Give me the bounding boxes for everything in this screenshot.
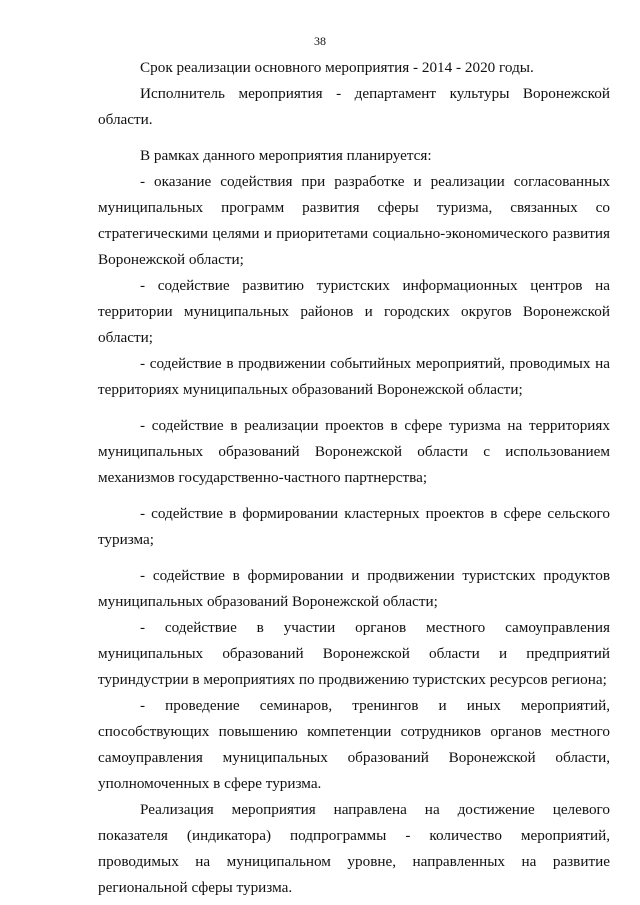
list-item-event-promotion: - содействие в продвижении событийных мероприятий, проводимых на территориях муниципальных образований Воронежской области; xyxy=(98,355,610,398)
list-item-tourist-info-centers: - содействие развитию туристских информационных центров на территории муниципальных районов и городских округов Воронежской области; xyxy=(98,277,610,346)
page-number: 38 xyxy=(314,34,326,48)
list-item-seminars-trainings: - проведение семинаров, тренингов и иных мероприятий, способствующих повышению компетенции сотрудников органов местного самоуправления муниципальных образований Воронежской области, уполномоченных в сфере туризма. xyxy=(98,697,610,792)
list-item-public-private-partnership: - содействие в реализации проектов в сфере туризма на территориях муниципальных образований Воронежской области с использованием механизмов государственно-частного партнерства; xyxy=(98,417,610,486)
list-item-municipal-programs: - оказание содействия при разработке и реализации согласованных муниципальных программ развития сферы туризма, связанных со стратегическими целями и приоритетами социально-экономического развития Воронежской области; xyxy=(98,173,610,268)
executor-paragraph: Исполнитель мероприятия - департамент культуры Воронежской области. xyxy=(98,85,610,128)
target-indicator-paragraph: Реализация мероприятия направлена на достижение целевого показателя (индикатора) подпрограммы - количество мероприятий, проводимых на муниципальном уровне, направленных на развитие региональной сферы туризма. xyxy=(98,801,610,896)
list-item-resource-promotion: - содействие в участии органов местного самоуправления муниципальных образований Воронежской области и предприятий туриндустрии в мероприятиях по продвижению туристских ресурсов региона; xyxy=(98,619,610,688)
implementation-period-paragraph: Срок реализации основного мероприятия - 2014 - 2020 годы. xyxy=(140,59,534,76)
list-item-rural-tourism-clusters: - содействие в формировании кластерных проектов в сфере сельского туризма; xyxy=(98,505,610,548)
list-item-tourist-products: - содействие в формировании и продвижении туристских продуктов муниципальных образований Воронежской области; xyxy=(98,567,610,610)
planned-activities-intro: В рамках данного мероприятия планируется: xyxy=(140,147,432,164)
document-body xyxy=(98,55,610,901)
